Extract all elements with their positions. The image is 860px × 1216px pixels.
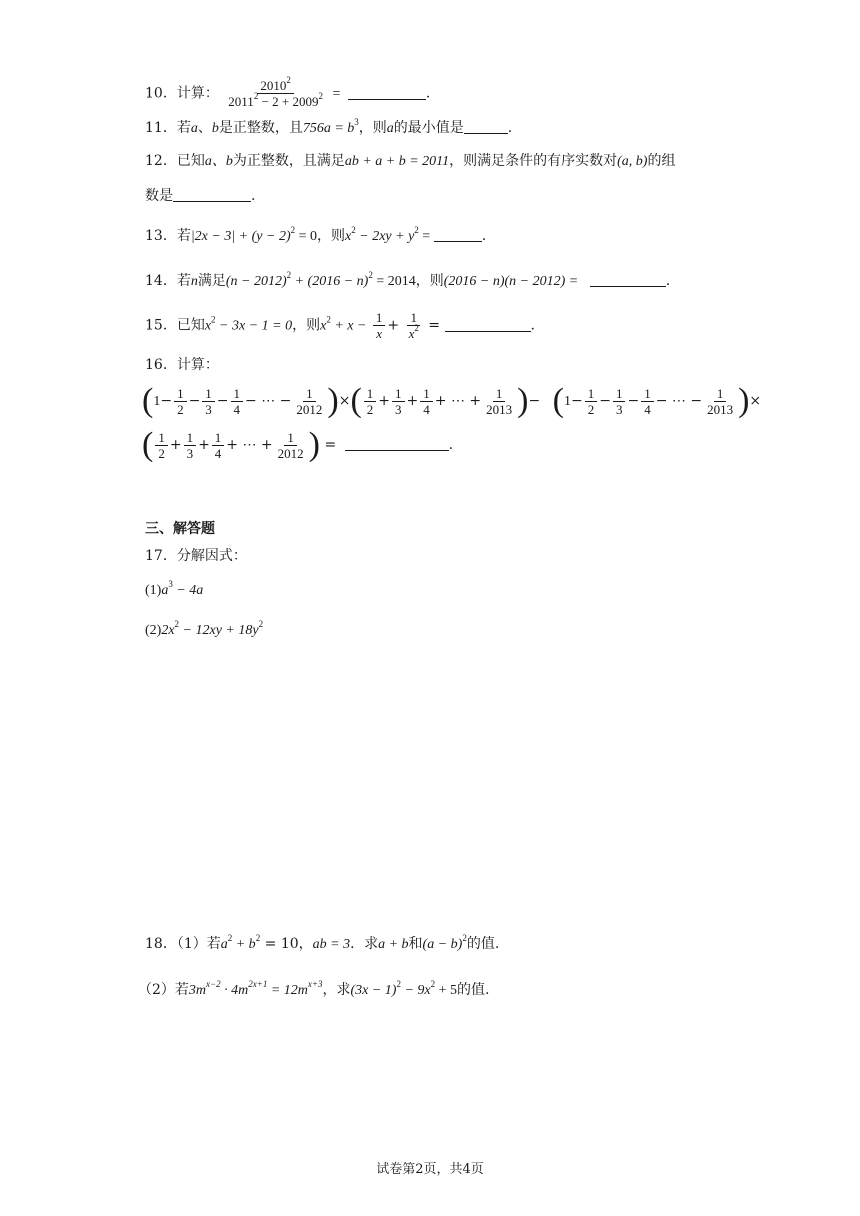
question-17: 17．分解因式： [145,548,247,564]
answer-blank [464,132,508,134]
question-12-line-2: 数是 . [145,188,256,204]
section-title: 三、解答题 [145,521,215,537]
question-15: 15．已知$x^2 - 3x - 1 = 0$，则$x^2 + x$ − $\frac{1}{x}$ + $\frac{1}{x^2}$ = . [145,310,535,341]
answer-blank [348,98,426,100]
answer-blank [173,200,251,202]
question-12: 12．已知a、b为正整数，且满足ab + a + b = 2011，则满足条件的有序实数对(a, b)的组 [145,153,676,169]
question-13: 13．若$|2x - 3| + (y - 2)^2 = 0$，则$x^2 - 2xy + y^2$ = . [145,225,487,244]
question-18-part-1: 18．（1）若$a^2 + b^2 = 10$，ab = 3．求a + b和$(a - b)^2$的值. [145,933,500,952]
question-label: 10．计算： [145,85,219,102]
answer-blank [434,240,482,242]
question-10: 10．计算： $\frac{2010^2}{2011^2 - 2 + 2009^2}$ = . [145,75,431,109]
page-footer: 试卷第2页，共4页 [376,1162,484,1177]
question-16-expression-line-2: ( $\frac{1}{2}$ + $\frac{1}{3}$ + $\frac{1}{4}$ + ⋯ + $\frac{1}{2012}$ ) = . [142,426,454,463]
question-16: 16．计算： [145,357,219,373]
question-17-part-2: $(2)2x^2 - 12xy + 18y^2$ [145,619,264,638]
question-14: 14．若n满足$(n - 2012)^2 + (2016 - n)^2 = 2014$，则(2016 − n)(n − 2012) = . [145,270,671,289]
question-16-expression-line-1: (1− $\frac{1}{2}$ − $\frac{1}{3}$ − $\frac{1}{4}$ − ⋯ − $\frac{1}{2012}$ )×( $\frac{1}{2}$ + $\frac{1}{3}$ + $\frac{1}{4}$ + ⋯ + $\frac{1}{2013}$ )− (1− $\frac{1}{2}$ − $\frac{1}{3}$ − $\frac{1}{4}$ − ⋯ − $\frac{1}{2013}$ )× [142,382,762,419]
question-17-part-1: $(1)a^3 - 4a$ [145,579,204,598]
answer-blank [590,285,666,287]
answer-blank [345,449,449,451]
fraction: $\frac{1}{x}$ [373,310,386,341]
fraction: $\frac{1}{x^2}$ [408,310,419,341]
fraction: $\frac{2010^2}{2011^2 - 2 + 2009^2}$ [228,75,323,109]
answer-blank [445,330,531,332]
question-11: 11．若a、b是正整数，且$756a = b^3$，则a的最小值是 . [145,117,513,136]
question-18-part-2: （2）若$3m^{x-2} \cdot 4m^{2x+1} = 12m^{x+3}$，求$(3x - 1)^2 - 9x^2 + 5$的值. [138,979,490,998]
